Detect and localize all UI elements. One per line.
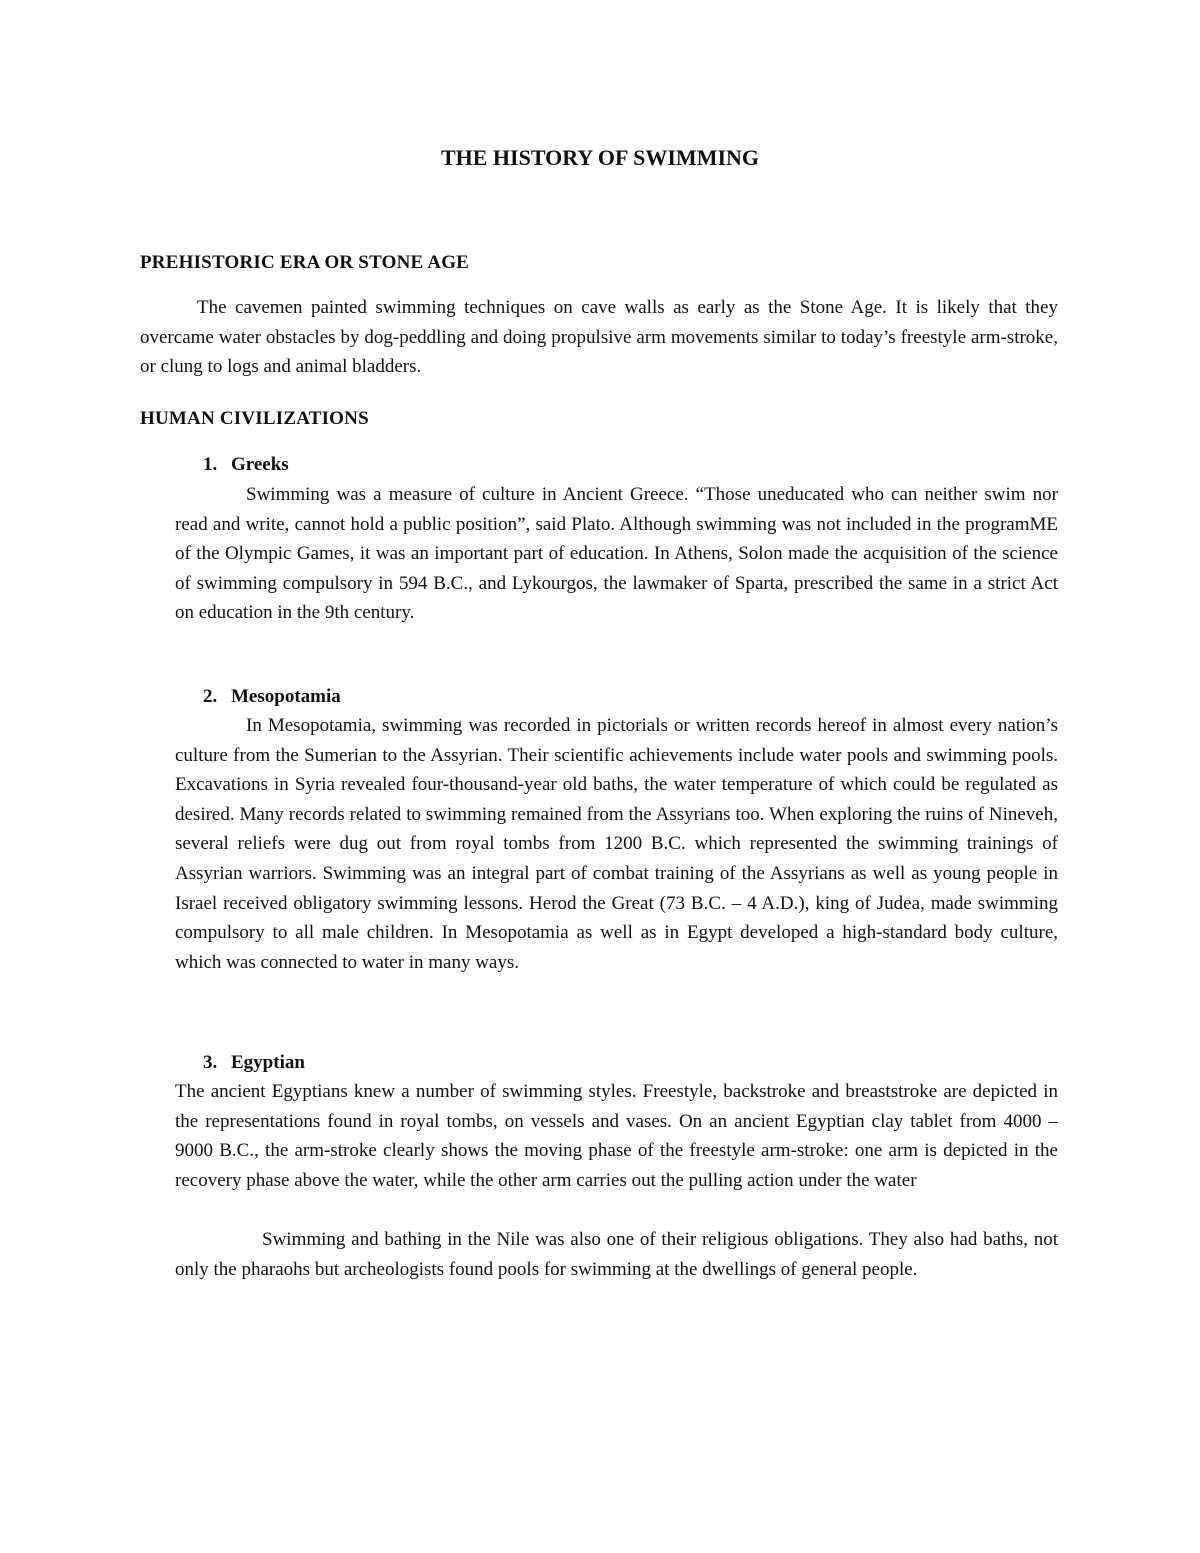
section-heading-human-civilizations: HUMAN CIVILIZATIONS <box>140 408 369 429</box>
item-heading-mesopotamia <box>203 684 341 710</box>
item-heading-egyptian <box>203 1050 305 1076</box>
paragraph-greeks: Swimming was a measure of culture in Ancient Greece. “Those uneducated who can neither swim nor read and write, cannot hold a public position”, said Plato. Although swimming was not included in the programME of the Olympic Games, it was an important part of education. In Athens, Solon made the acquisition of the science of swimming compulsory in 594 B.C., and Lykourgos, the lawmaker of Sparta, prescribed the same in a strict Act on education in the 9th century. <box>175 484 1058 624</box>
item-number: 1. <box>203 454 218 475</box>
item-number: 2. <box>203 686 218 707</box>
paragraph-egyptian-2: Swimming and bathing in the Nile was also one of their religious obligations. They also had baths, not only the pharaohs but archeologists found pools for swimming at the dwellings of general people. <box>175 1229 1058 1280</box>
item-heading-greeks <box>203 452 289 478</box>
paragraph-egyptian-1: The ancient Egyptians knew a number of swimming styles. Freestyle, backstroke and breaststroke are depicted in the representations found in royal tombs, on vessels and vases. On an ancient Egyptian clay tablet from 4000 – 9000 B.C., the arm-stroke clearly shows the moving phase of the freestyle arm-stroke: one arm is depicted in the recovery phase above the water, while the other arm carries out the pulling action under the water <box>175 1081 1058 1191</box>
item-number: 3. <box>203 1052 218 1073</box>
paragraph-prehistoric: The cavemen painted swimming techniques on cave walls as early as the Stone Age. It is likely that they overcame water obstacles by dog-peddling and doing propulsive arm movements similar to today’s freestyle arm-stroke, or clung to logs and animal bladders. <box>140 297 1058 378</box>
section-heading-prehistoric: PREHISTORIC ERA OR STONE AGE <box>140 252 470 273</box>
item-title: Greeks <box>231 454 289 475</box>
page-title: THE HISTORY OF SWIMMING <box>440 145 760 170</box>
item-title: Egyptian <box>231 1052 305 1073</box>
item-title: Mesopotamia <box>231 686 341 707</box>
paragraph-mesopotamia: In Mesopotamia, swimming was recorded in pictorials or written records hereof in almost every nation’s culture from the Sumerian to the Assyrian. Their scientific achievements include water pools and swimming pools. Excavations in Syria revealed four-thousand-year old baths, the water temperature of which could be regulated as desired. Many records related to swimming remained from the Assyrians too. When exploring the ruins of Nineveh, several reliefs were dug out from royal tombs from 1200 B.C. which represented the swimming trainings of Assyrian warriors. Swimming was an integral part of combat training of the Assyrians as well as young people in Israel received obligatory swimming lessons. Herod the Great (73 B.C. – 4 A.D.), king of Judea, made swimming compulsory to all male children. In Mesopotamia as well as in Egypt developed a high-standard body culture, which was connected to water in many ways. <box>175 715 1058 973</box>
